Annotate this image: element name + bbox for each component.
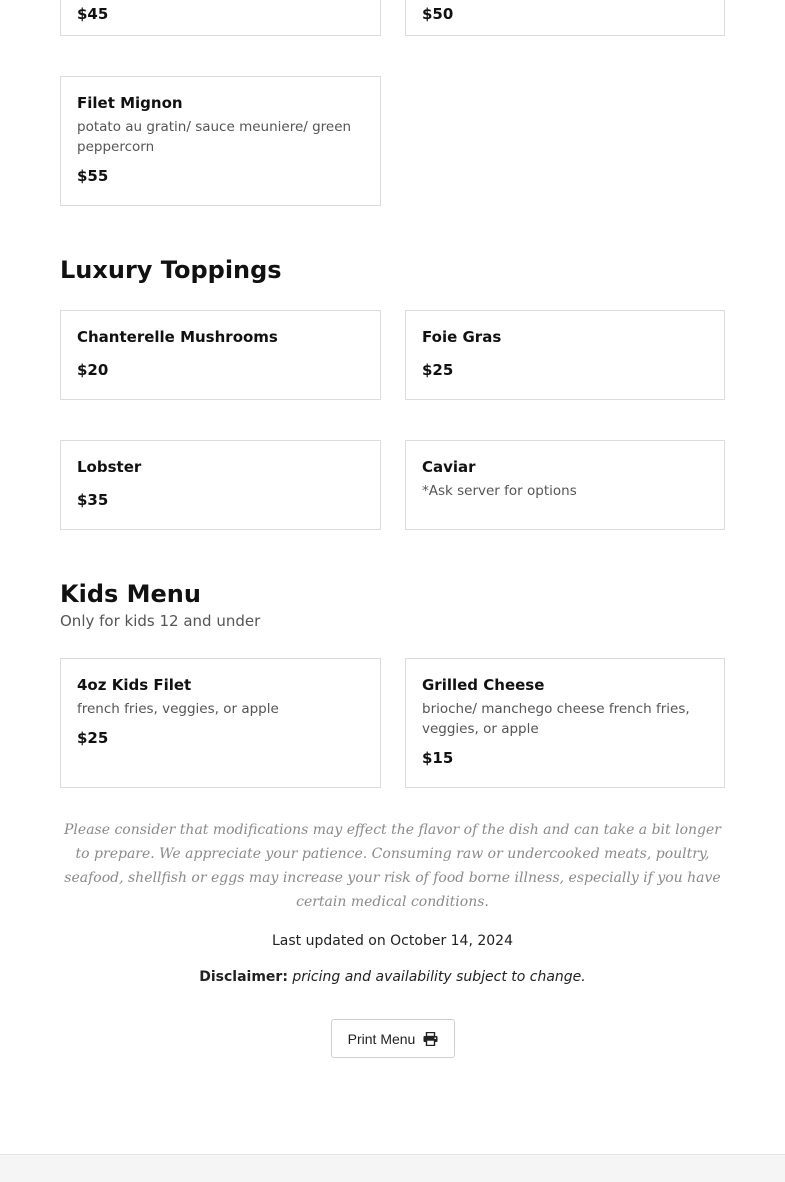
- menu-card: [405, 440, 725, 530]
- menu-card: [60, 310, 381, 400]
- item-price: $25: [422, 361, 454, 379]
- item-price: $35: [77, 491, 109, 509]
- health-notice: Please consider that modifications may effect the flavor of the dish and can take a bit longer to prepare. We appreciate your patience. Consuming raw or undercooked meats, poultry, seafood, shellfish or eggs may increase your risk of food borne illness, especially if you have certain medical conditions.: [64, 822, 721, 910]
- item-description: brioche/ manchego cheese french fries, veggies, or apple: [422, 701, 690, 737]
- disclaimer-label: Disclaimer:: [199, 969, 288, 985]
- item-price: $25: [77, 729, 109, 747]
- item-description: potato au gratin/ sauce meuniere/ green peppercorn: [77, 119, 352, 155]
- print-icon: [423, 1032, 438, 1046]
- print-menu-label: Print Menu: [347, 1030, 416, 1047]
- item-price: $50: [422, 5, 454, 23]
- menu-card: [405, 310, 725, 400]
- menu-card: [60, 0, 381, 36]
- footer-bar: [0, 1154, 785, 1182]
- last-updated: Last updated on October 14, 2024: [272, 933, 513, 949]
- item-name: Foie Gras: [422, 328, 502, 346]
- section-title: Kids Menu: [60, 580, 201, 608]
- menu-card: [405, 0, 725, 36]
- menu-card: [405, 658, 725, 788]
- menu-card: [60, 440, 381, 530]
- item-name: Filet Mignon: [77, 94, 183, 112]
- print-menu-button[interactable]: [331, 1019, 455, 1058]
- item-price: $20: [77, 361, 109, 379]
- menu-card: [60, 658, 381, 788]
- item-name: Caviar: [422, 458, 476, 476]
- item-name: 4oz Kids Filet: [77, 676, 192, 694]
- section-title: Luxury Toppings: [60, 256, 282, 284]
- item-description: french fries, veggies, or apple: [77, 701, 279, 717]
- item-price: $55: [77, 167, 109, 185]
- item-price: $45: [77, 5, 109, 23]
- section-subtitle: Only for kids 12 and under: [60, 612, 261, 630]
- menu-card: [60, 76, 381, 206]
- item-price: $15: [422, 749, 454, 767]
- item-description: *Ask server for options: [422, 483, 577, 499]
- disclaimer-text: pricing and availability subject to change.: [292, 969, 586, 985]
- disclaimer: [0, 969, 785, 985]
- item-name: Grilled Cheese: [422, 676, 545, 694]
- item-name: Lobster: [77, 458, 142, 476]
- item-name: Chanterelle Mushrooms: [77, 328, 278, 346]
